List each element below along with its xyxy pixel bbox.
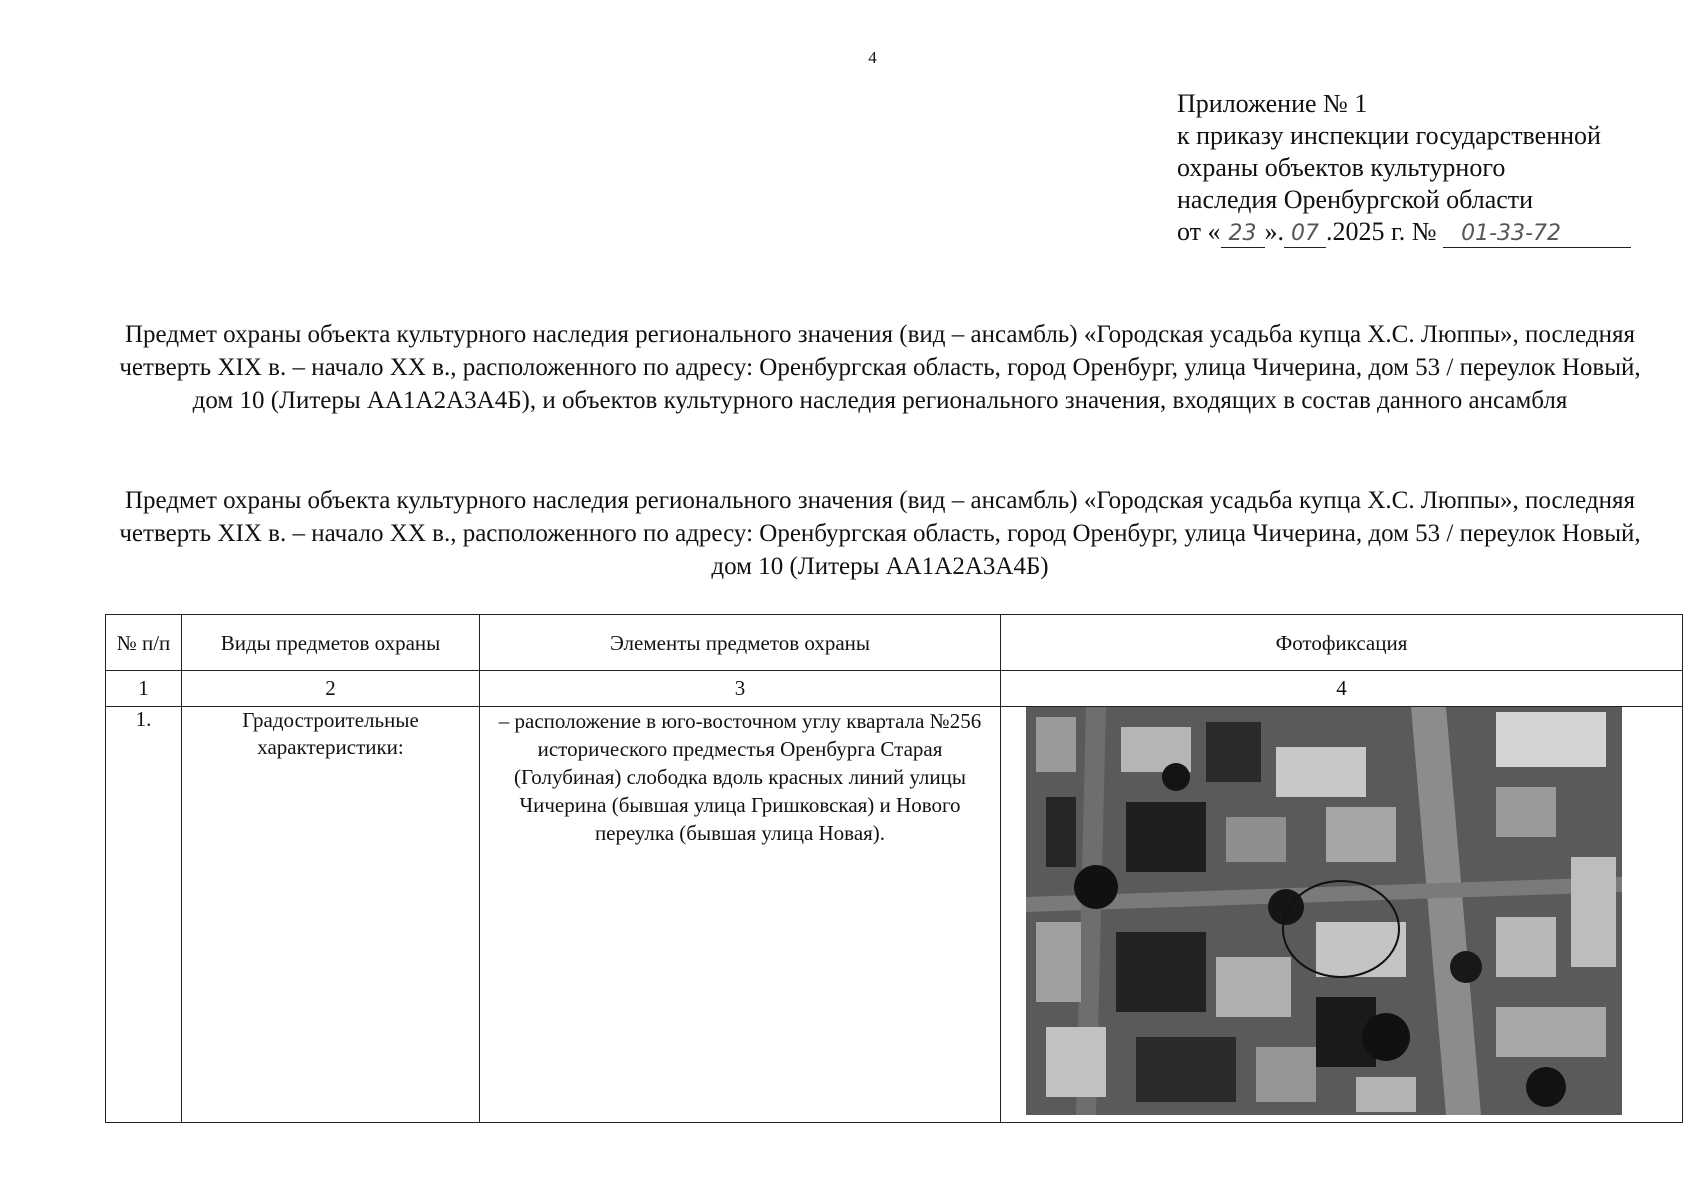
- header-elements: Элементы предметов охраны: [480, 615, 1001, 671]
- year-text: .2025 г. №: [1326, 217, 1437, 246]
- page-number: 4: [868, 48, 877, 67]
- column-number-row: [106, 671, 1683, 707]
- appendix-line: к приказу инспекции государственной: [1177, 121, 1601, 150]
- table-heading: Предмет охраны объекта культурного наследия регионального значения (вид – ансамбль) «Городская усадьба купца Х.С. Люппы», последняя четверть XIX в. – начало XX в., расположенного по адресу: Оренбургская область, город Оренбург, улица Чичерина, дом 53 / переулок Новый, дом 10 (Литеры АА1А2А3А4Б): [119, 487, 1641, 580]
- header-number: № п/п: [106, 615, 182, 671]
- appendix-line: наследия Оренбургской области: [1177, 185, 1534, 214]
- row-number: 1.: [106, 707, 182, 1123]
- header-kind: Виды предметов охраны: [182, 615, 480, 671]
- appendix-title: Приложение № 1: [1177, 89, 1368, 118]
- table-row: [106, 707, 1683, 1123]
- column-number: 3: [480, 671, 1001, 707]
- row-kind: Градостроительные характеристики:: [182, 707, 480, 1123]
- handwritten-day: 23: [1221, 221, 1265, 248]
- photo-cell: [1001, 707, 1683, 1123]
- date-mid: ».: [1264, 217, 1285, 246]
- handwritten-month: 07: [1284, 221, 1326, 248]
- document-heading: Предмет охраны объекта культурного наследия регионального значения (вид – ансамбль) «Городская усадьба купца Х.С. Люппы», последняя четверть XIX в. – начало XX в., расположенного по адресу: Оренбургская область, город Оренбург, улица Чичерина, дом 53 / переулок Новый, дом 10 (Литеры АА1А2А3А4Б), и объектов культурного наследия регионального значения, входящих в состав данного ансамбля: [119, 321, 1641, 414]
- protection-table: [105, 614, 1683, 1123]
- column-number: 4: [1001, 671, 1683, 707]
- handwritten-order-number: 01-33-72: [1443, 221, 1631, 248]
- appendix-date-line: [1177, 216, 1657, 248]
- appendix-block: [1177, 88, 1657, 248]
- row-elements: – расположение в юго-восточном углу квартала №256 исторического предместья Оренбурга Старая (Голубиная) слободка вдоль красных линий улицы Чичерина (бывшая улица Гришковская) и Нового переулка (бывшая улица Новая).: [480, 707, 1001, 1123]
- aerial-photo: [1026, 707, 1622, 1115]
- appendix-line: охраны объектов культурного: [1177, 153, 1506, 182]
- header-photo: Фотофиксация: [1001, 615, 1683, 671]
- date-prefix: от «: [1177, 217, 1221, 246]
- column-number: 1: [106, 671, 182, 707]
- table-header-row: [106, 615, 1683, 671]
- column-number: 2: [182, 671, 480, 707]
